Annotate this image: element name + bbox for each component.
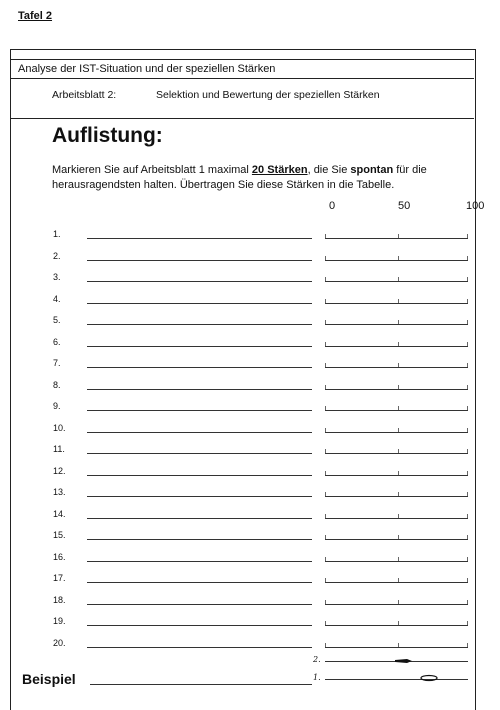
worksheet-title: Selektion und Bewertung der speziellen Stärken bbox=[156, 89, 380, 101]
worksheet-label: Arbeitsblatt 2: bbox=[52, 89, 117, 101]
rating-scale-line[interactable] bbox=[325, 561, 468, 562]
instructions-emphasis-count: 20 Stärken bbox=[251, 164, 308, 176]
table-row bbox=[0, 593, 500, 611]
strength-entry-line[interactable] bbox=[87, 303, 312, 304]
row-number: 10. bbox=[53, 422, 66, 433]
strength-entry-line[interactable] bbox=[87, 324, 312, 325]
row-number: 4. bbox=[53, 293, 61, 304]
row-number: 16. bbox=[53, 551, 66, 562]
rating-scale-line[interactable] bbox=[325, 647, 468, 648]
table-row bbox=[0, 464, 500, 482]
rating-scale-line[interactable] bbox=[325, 625, 468, 626]
table-row bbox=[0, 442, 500, 460]
analysis-title: Analyse der IST-Situation und der speziellen Stärken bbox=[18, 63, 276, 75]
strength-entry-line[interactable] bbox=[87, 604, 312, 605]
table-row bbox=[0, 356, 500, 374]
strength-entry-line[interactable] bbox=[87, 238, 312, 239]
row-number: 18. bbox=[53, 594, 66, 605]
rating-scale-line[interactable] bbox=[325, 432, 468, 433]
table-row bbox=[0, 399, 500, 417]
rating-scale-line[interactable] bbox=[325, 238, 468, 239]
row-number: 11. bbox=[53, 444, 65, 454]
row-number: 3. bbox=[53, 272, 61, 282]
row-number: 8. bbox=[53, 379, 61, 390]
example-bar-1 bbox=[325, 679, 468, 680]
strength-entry-line[interactable] bbox=[87, 410, 312, 411]
table-row bbox=[0, 335, 500, 353]
scale-label-100: 100 bbox=[466, 200, 485, 212]
row-number: 17. bbox=[53, 573, 66, 583]
rating-scale-line[interactable] bbox=[325, 604, 468, 605]
rating-scale-line[interactable] bbox=[325, 389, 468, 390]
rating-scale-line[interactable] bbox=[325, 346, 468, 347]
instructions-part-3: für die herausragendsten halten. Übertragen Sie diese Stärken in die Tabelle. bbox=[52, 164, 427, 191]
strength-entry-line[interactable] bbox=[87, 475, 312, 476]
rating-scale-line[interactable] bbox=[325, 518, 468, 519]
row-number: 5. bbox=[53, 315, 61, 325]
header-analysis bbox=[10, 59, 474, 79]
row-number: 20. bbox=[53, 637, 66, 648]
strength-entry-line[interactable] bbox=[87, 346, 312, 347]
rating-scale-line[interactable] bbox=[325, 324, 468, 325]
table-row bbox=[0, 227, 500, 245]
rating-scale-line[interactable] bbox=[325, 582, 468, 583]
instructions-emphasis-spontan: spontan bbox=[350, 164, 394, 176]
rating-scale-line[interactable] bbox=[325, 453, 468, 454]
rating-scale-line[interactable] bbox=[325, 281, 468, 282]
table-row bbox=[0, 571, 500, 589]
row-number: 9. bbox=[53, 401, 61, 411]
example-arrow-1 bbox=[420, 674, 440, 682]
table-row bbox=[0, 292, 500, 310]
table-row bbox=[0, 421, 500, 439]
strength-entry-line[interactable] bbox=[87, 281, 312, 282]
row-number: 15. bbox=[53, 530, 66, 540]
instructions-part-1: Markieren Sie auf Arbeitsblatt 1 maximal bbox=[52, 164, 252, 176]
rating-scale-line[interactable] bbox=[325, 410, 468, 411]
example-mark-1: 1. bbox=[313, 673, 321, 682]
strength-entry-line[interactable] bbox=[87, 561, 312, 562]
strength-entry-line[interactable] bbox=[87, 625, 312, 626]
table-row bbox=[0, 249, 500, 267]
strength-entry-line[interactable] bbox=[87, 582, 312, 583]
row-number: 7. bbox=[53, 358, 61, 368]
table-row bbox=[0, 507, 500, 525]
rating-scale-line[interactable] bbox=[325, 367, 468, 368]
rating-scale-line[interactable] bbox=[325, 260, 468, 261]
table-row bbox=[0, 528, 500, 546]
example-label: Beispiel bbox=[22, 671, 76, 687]
rating-scale-line[interactable] bbox=[325, 475, 468, 476]
strength-entry-line[interactable] bbox=[87, 647, 312, 648]
tafel-label: Tafel 2 bbox=[18, 10, 53, 22]
rating-scale-line[interactable] bbox=[325, 303, 468, 304]
table-row bbox=[0, 636, 500, 654]
row-number: 14. bbox=[53, 508, 66, 519]
example-arrow-2 bbox=[395, 657, 413, 665]
row-number: 13. bbox=[53, 487, 66, 497]
page-heading: Auflistung: bbox=[52, 124, 163, 147]
strength-entry-line[interactable] bbox=[87, 260, 312, 261]
strength-entry-line[interactable] bbox=[87, 496, 312, 497]
strength-entry-line[interactable] bbox=[87, 539, 312, 540]
scale-label-50: 50 bbox=[398, 200, 411, 212]
table-row bbox=[0, 485, 500, 503]
header-worksheet bbox=[10, 78, 474, 119]
row-number: 1. bbox=[53, 229, 61, 239]
table-row bbox=[0, 270, 500, 288]
rating-scale-line[interactable] bbox=[325, 539, 468, 540]
strength-entry-line[interactable] bbox=[87, 453, 312, 454]
strength-entry-line[interactable] bbox=[87, 518, 312, 519]
row-number: 6. bbox=[53, 336, 61, 347]
scale-label-0: 0 bbox=[329, 200, 336, 212]
instructions-part-2: , die Sie bbox=[307, 164, 351, 176]
table-row bbox=[0, 550, 500, 568]
instructions bbox=[52, 163, 472, 193]
table-row bbox=[0, 313, 500, 331]
strength-entry-line[interactable] bbox=[87, 432, 312, 433]
example-entry-line bbox=[90, 684, 312, 685]
row-number: 2. bbox=[53, 250, 61, 261]
table-row bbox=[0, 614, 500, 632]
row-number: 12. bbox=[53, 465, 66, 476]
strength-entry-line[interactable] bbox=[87, 367, 312, 368]
strength-entry-line[interactable] bbox=[87, 389, 312, 390]
rating-scale-line[interactable] bbox=[325, 496, 468, 497]
table-row bbox=[0, 378, 500, 396]
example-mark-2: 2. bbox=[313, 655, 321, 664]
row-number: 19. bbox=[53, 616, 66, 626]
